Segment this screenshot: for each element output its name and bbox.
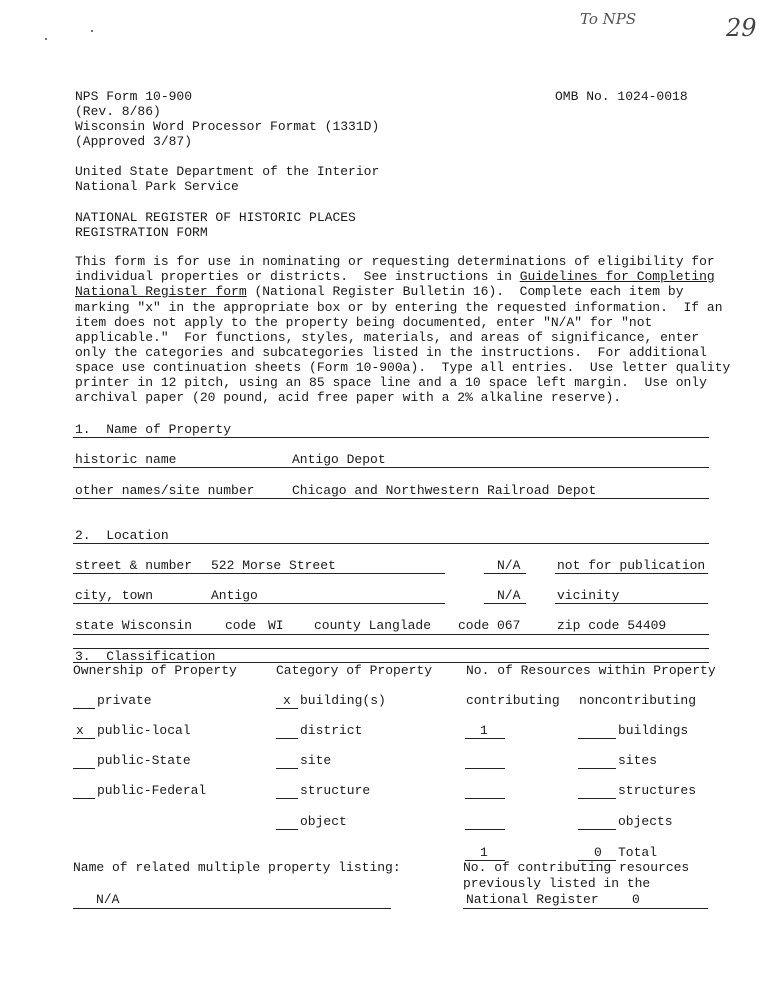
section-3-heading: 3. Classification (75, 649, 216, 664)
previously-listed-label: National Register (466, 892, 599, 907)
underline (73, 573, 445, 574)
ownership-private: private (97, 693, 152, 708)
form-revision: (Rev. 8/86) (75, 104, 161, 119)
total-label: Total (618, 845, 658, 860)
instruction-line: National Register form (National Register Bulletin 16). Complete each item by (75, 284, 684, 299)
resource-objects: objects (618, 814, 673, 829)
city-label: city, town (75, 588, 154, 603)
vicinity-label: vicinity (557, 588, 620, 603)
form-subtitle: REGISTRATION FORM (75, 225, 208, 240)
speck (91, 30, 93, 32)
ownership-heading: Ownership of Property (73, 663, 237, 678)
total-noncontributing: 0 (594, 845, 602, 860)
underline (484, 603, 526, 604)
checkbox-line (73, 798, 95, 799)
instruction-line: archival paper (20 pound, acid free paper with a 2% alkaline reserve). (75, 390, 622, 405)
resource-sites: sites (618, 753, 658, 768)
ownership-public-local: public-local (97, 723, 191, 738)
checkbox-line (276, 708, 298, 709)
count-line (465, 829, 505, 830)
other-names-value: Chicago and Northwestern Railroad Depot (292, 483, 597, 498)
divider (73, 543, 709, 544)
underline (484, 573, 526, 574)
vicinity-value: N/A (497, 588, 521, 603)
county-code: code 067 (458, 618, 521, 633)
checkbox-line (276, 768, 298, 769)
handwritten-note: To NPS (580, 10, 637, 28)
ownership-mark: x (76, 723, 84, 738)
resources-heading: No. of Resources within Property (466, 663, 716, 678)
zip-code: zip code 54409 (557, 618, 667, 633)
related-listing-label: Name of related multiple property listing: (73, 860, 401, 875)
checkbox-line (73, 708, 95, 709)
instruction-line: space use continuation sheets (Form 10-900a). Type all entries. Use letter quality (75, 360, 731, 375)
noncontributing-heading: noncontributing (579, 693, 697, 708)
related-listing-value: N/A (96, 892, 120, 907)
checkbox-line (73, 738, 95, 739)
contributing-buildings: 1 (480, 723, 488, 738)
historic-name-label: historic name (75, 452, 177, 467)
instruction-line: item does not apply to the property being documented, enter "N/A" for "not (75, 315, 653, 330)
instruction-line: printer in 12 pitch, using an 85 space line and a 10 space left margin. Use only (75, 375, 707, 390)
count-line (465, 768, 505, 769)
instruction-line: This form is for use in nominating or requesting determinations of eligibility for (75, 254, 715, 269)
category-buildings: building(s) (300, 693, 386, 708)
count-line (578, 768, 616, 769)
count-line (465, 798, 505, 799)
ownership-public-state: public-State (97, 753, 191, 768)
section-2-heading: 2. Location (75, 528, 169, 543)
form-number: NPS Form 10-900 (75, 89, 193, 104)
checkbox-line (73, 768, 95, 769)
underline (555, 573, 708, 574)
checkbox-line (276, 738, 298, 739)
instruction-line: only the categories and subcategories listed in the instructions. For additional (75, 345, 707, 360)
count-line (578, 829, 616, 830)
department: United State Department of the Interior (75, 164, 380, 179)
category-structure: structure (300, 783, 371, 798)
category-site: site (300, 753, 332, 768)
street-value: 522 Morse Street (211, 558, 336, 573)
omb-number: OMB No. 1024-0018 (555, 89, 688, 104)
resource-buildings: buildings (618, 723, 689, 738)
form-title: NATIONAL REGISTER OF HISTORIC PLACES (75, 210, 356, 225)
not-for-publication-label: not for publication (557, 558, 706, 573)
section-1-heading: 1. Name of Property (75, 422, 232, 437)
instruction-line: marking "x" in the appropriate box or by entering the requested information. If an (75, 300, 723, 315)
underline (555, 603, 708, 604)
not-for-publication-value: N/A (497, 558, 521, 573)
state-code-label: code (225, 618, 257, 633)
underline (73, 908, 391, 909)
underline (463, 908, 708, 909)
form-approved: (Approved 3/87) (75, 134, 193, 149)
category-object: object (300, 814, 347, 829)
category-mark: x (283, 693, 291, 708)
city-value: Antigo (211, 588, 258, 603)
divider (73, 437, 709, 438)
category-district: district (300, 723, 363, 738)
divider (73, 467, 709, 468)
checkbox-line (276, 829, 298, 830)
form-format: Wisconsin Word Processor Format (1331D) (75, 119, 380, 134)
contributing-heading: contributing (466, 693, 560, 708)
state-code-value: WI (268, 618, 284, 633)
service: National Park Service (75, 179, 239, 194)
historic-name-value: Antigo Depot (292, 452, 386, 467)
other-names-label: other names/site number (75, 483, 255, 498)
street-label: street & number (75, 558, 193, 573)
page-mark: 29 (726, 14, 757, 42)
resource-structures: structures (618, 783, 697, 798)
checkbox-line (276, 798, 298, 799)
total-contributing: 1 (480, 845, 488, 860)
instruction-line: individual properties or districts. See instructions in Guidelines for Completing (75, 269, 715, 284)
previously-listed-label: previously listed in the (463, 876, 651, 891)
divider (73, 634, 709, 635)
underline (73, 603, 445, 604)
instruction-line: applicable." For functions, styles, materials, and areas of significance, enter (75, 330, 700, 345)
previously-listed-label: No. of contributing resources (463, 860, 690, 875)
state: state Wisconsin (75, 618, 193, 633)
county: county Langlade (314, 618, 432, 633)
count-line (578, 798, 616, 799)
ownership-public-federal: public-Federal (97, 783, 207, 798)
previously-listed-value: 0 (632, 892, 640, 907)
count-line (578, 738, 616, 739)
speck (45, 38, 47, 40)
count-line (465, 738, 505, 739)
divider (73, 498, 709, 499)
category-heading: Category of Property (276, 663, 433, 678)
